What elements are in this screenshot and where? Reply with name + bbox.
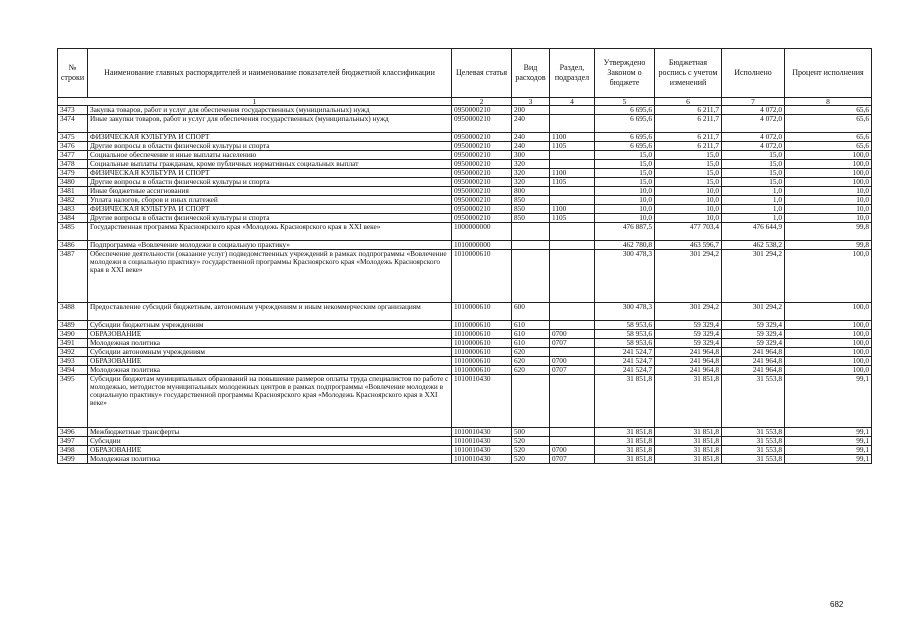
expense-type: 610 xyxy=(512,330,550,339)
target-article: 1010010430 xyxy=(452,375,512,428)
row-number: 3481 xyxy=(58,187,88,196)
table-row xyxy=(58,241,872,250)
row-number: 3474 xyxy=(58,115,88,133)
approved-amount: 241 524,7 xyxy=(595,366,655,375)
execution-percent: 100,0 xyxy=(785,160,872,169)
section-code xyxy=(550,115,595,133)
row-number: 3485 xyxy=(58,223,88,241)
budget-schedule-amount: 31 851,8 xyxy=(655,455,722,464)
target-article: 0950000210 xyxy=(452,151,512,160)
executed-amount: 31 553,8 xyxy=(722,437,785,446)
execution-percent: 65,6 xyxy=(785,133,872,142)
target-article: 0950000210 xyxy=(452,205,512,214)
target-article: 1010010430 xyxy=(452,428,512,437)
target-article: 1010000610 xyxy=(452,357,512,366)
approved-amount: 300 478,3 xyxy=(595,303,655,321)
approved-amount: 10,0 xyxy=(595,214,655,223)
table-row xyxy=(58,151,872,160)
executed-amount: 4 072,0 xyxy=(722,115,785,133)
execution-percent: 100,0 xyxy=(785,330,872,339)
row-number: 3499 xyxy=(58,455,88,464)
row-name: Социальные выплаты гражданам, кроме публичных нормативных социальных выплат xyxy=(88,160,452,169)
header-percent: Процент исполнения xyxy=(785,49,872,98)
header-approved: Утверждено Законом о бюджете xyxy=(595,49,655,98)
header-target-article: Целевая статья xyxy=(452,49,512,98)
budget-schedule-amount: 31 851,8 xyxy=(655,437,722,446)
table-row xyxy=(58,106,872,115)
budget-schedule-amount: 6 211,7 xyxy=(655,106,722,115)
target-article: 0950000210 xyxy=(452,178,512,187)
execution-percent: 99,1 xyxy=(785,437,872,446)
budget-schedule-amount: 477 703,4 xyxy=(655,223,722,241)
execution-percent: 10,0 xyxy=(785,205,872,214)
execution-percent: 99,1 xyxy=(785,446,872,455)
executed-amount: 301 294,2 xyxy=(722,303,785,321)
header-name: Наименование главных распорядителей и наименование показателей бюджетной классификации xyxy=(88,49,452,98)
section-code xyxy=(550,187,595,196)
execution-percent: 10,0 xyxy=(785,214,872,223)
section-code: 1100 xyxy=(550,133,595,142)
table-row xyxy=(58,169,872,178)
executed-amount: 241 964,8 xyxy=(722,357,785,366)
budget-schedule-amount: 6 211,7 xyxy=(655,142,722,151)
expense-type: 620 xyxy=(512,357,550,366)
table-row xyxy=(58,250,872,303)
approved-amount: 58 953,6 xyxy=(595,339,655,348)
executed-amount: 4 072,0 xyxy=(722,106,785,115)
row-name: Молодежная политика xyxy=(88,366,452,375)
row-name: Уплата налогов, сборов и иных платежей xyxy=(88,196,452,205)
table-header xyxy=(58,49,872,98)
approved-amount: 31 851,8 xyxy=(595,428,655,437)
budget-schedule-amount: 301 294,2 xyxy=(655,303,722,321)
expense-type: 850 xyxy=(512,205,550,214)
execution-percent: 100,0 xyxy=(785,348,872,357)
section-code: 0707 xyxy=(550,455,595,464)
target-article: 0950000210 xyxy=(452,142,512,151)
budget-schedule-amount: 6 211,7 xyxy=(655,115,722,133)
budget-schedule-amount: 15,0 xyxy=(655,169,722,178)
budget-schedule-amount: 15,0 xyxy=(655,160,722,169)
expense-type: 300 xyxy=(512,151,550,160)
row-name: ОБРАЗОВАНИЕ xyxy=(88,446,452,455)
section-code xyxy=(550,196,595,205)
row-name: Субсидии xyxy=(88,437,452,446)
table-body xyxy=(58,98,872,464)
budget-schedule-amount: 301 294,2 xyxy=(655,250,722,303)
approved-amount: 476 887,5 xyxy=(595,223,655,241)
row-number: 3494 xyxy=(58,366,88,375)
approved-amount: 462 780,8 xyxy=(595,241,655,250)
target-article: 1010000610 xyxy=(452,303,512,321)
approved-amount: 10,0 xyxy=(595,205,655,214)
column-number: 6 xyxy=(655,98,722,106)
section-code xyxy=(550,250,595,303)
budget-sheet xyxy=(57,48,871,464)
approved-amount: 31 851,8 xyxy=(595,375,655,428)
executed-amount: 59 329,4 xyxy=(722,321,785,330)
budget-schedule-amount: 10,0 xyxy=(655,196,722,205)
row-number: 3497 xyxy=(58,437,88,446)
budget-schedule-amount: 31 851,8 xyxy=(655,375,722,428)
row-number: 3498 xyxy=(58,446,88,455)
target-article: 1010000610 xyxy=(452,250,512,303)
budget-schedule-amount: 241 964,8 xyxy=(655,366,722,375)
column-number: 5 xyxy=(595,98,655,106)
executed-amount: 15,0 xyxy=(722,169,785,178)
budget-schedule-amount: 10,0 xyxy=(655,214,722,223)
row-name: Молодежная политика xyxy=(88,455,452,464)
executed-amount: 462 538,2 xyxy=(722,241,785,250)
budget-schedule-amount: 15,0 xyxy=(655,151,722,160)
table-row xyxy=(58,187,872,196)
approved-amount: 6 695,6 xyxy=(595,106,655,115)
row-name: ФИЗИЧЕСКАЯ КУЛЬТУРА И СПОРТ xyxy=(88,205,452,214)
row-number: 3492 xyxy=(58,348,88,357)
header-section: Раздел, подраздел xyxy=(550,49,595,98)
row-number: 3478 xyxy=(58,160,88,169)
column-number: 3 xyxy=(512,98,550,106)
target-article: 0950000210 xyxy=(452,169,512,178)
execution-percent: 65,6 xyxy=(785,115,872,133)
row-number: 3476 xyxy=(58,142,88,151)
executed-amount: 241 964,8 xyxy=(722,366,785,375)
table-row xyxy=(58,437,872,446)
table-row xyxy=(58,223,872,241)
execution-percent: 100,0 xyxy=(785,250,872,303)
target-article: 0950000210 xyxy=(452,106,512,115)
row-number: 3496 xyxy=(58,428,88,437)
row-name: Предоставление субсидий бюджетным, автономным учреждениям и иным некоммерческим организациям xyxy=(88,303,452,321)
expense-type xyxy=(512,223,550,241)
executed-amount: 15,0 xyxy=(722,178,785,187)
target-article: 0950000210 xyxy=(452,214,512,223)
table-row xyxy=(58,205,872,214)
expense-type: 610 xyxy=(512,339,550,348)
executed-amount: 31 553,8 xyxy=(722,446,785,455)
expense-type: 200 xyxy=(512,106,550,115)
table-row xyxy=(58,160,872,169)
table-row xyxy=(58,115,872,133)
approved-amount: 31 851,8 xyxy=(595,446,655,455)
expense-type: 610 xyxy=(512,321,550,330)
target-article: 0950000210 xyxy=(452,196,512,205)
section-code xyxy=(550,106,595,115)
expense-type: 620 xyxy=(512,366,550,375)
section-code: 0707 xyxy=(550,366,595,375)
row-name: Другие вопросы в области физической культуры и спорта xyxy=(88,178,452,187)
budget-schedule-amount: 241 964,8 xyxy=(655,357,722,366)
executed-amount: 59 329,4 xyxy=(722,330,785,339)
expense-type: 520 xyxy=(512,455,550,464)
row-name: Межбюджетные трансферты xyxy=(88,428,452,437)
execution-percent: 99,8 xyxy=(785,241,872,250)
execution-percent: 65,6 xyxy=(785,142,872,151)
header-executed: Исполнено xyxy=(722,49,785,98)
row-number: 3488 xyxy=(58,303,88,321)
budget-schedule-amount: 6 211,7 xyxy=(655,133,722,142)
approved-amount: 31 851,8 xyxy=(595,437,655,446)
section-code: 0700 xyxy=(550,330,595,339)
row-number: 3483 xyxy=(58,205,88,214)
executed-amount: 476 644,9 xyxy=(722,223,785,241)
row-number: 3489 xyxy=(58,321,88,330)
execution-percent: 100,0 xyxy=(785,303,872,321)
budget-schedule-amount: 463 596,7 xyxy=(655,241,722,250)
row-number: 3480 xyxy=(58,178,88,187)
approved-amount: 15,0 xyxy=(595,169,655,178)
target-article: 0950000210 xyxy=(452,115,512,133)
approved-amount: 31 851,8 xyxy=(595,455,655,464)
row-name: Другие вопросы в области физической культуры и спорта xyxy=(88,214,452,223)
row-name: Другие вопросы в области физической культуры и спорта xyxy=(88,142,452,151)
expense-type: 800 xyxy=(512,187,550,196)
row-number: 3479 xyxy=(58,169,88,178)
executed-amount: 241 964,8 xyxy=(722,348,785,357)
row-name: ОБРАЗОВАНИЕ xyxy=(88,357,452,366)
section-code xyxy=(550,437,595,446)
row-name: ФИЗИЧЕСКАЯ КУЛЬТУРА И СПОРТ xyxy=(88,133,452,142)
page-number: 682 xyxy=(830,600,844,609)
section-code xyxy=(550,160,595,169)
table-row xyxy=(58,303,872,321)
expense-type xyxy=(512,250,550,303)
execution-percent: 100,0 xyxy=(785,366,872,375)
execution-percent: 100,0 xyxy=(785,321,872,330)
section-code xyxy=(550,223,595,241)
row-name: Субсидии бюджетам муниципальных образований на повышение размеров оплаты труда специалистов по работе с молодежью, методистов муниципальных молодежных центров в рамках подпрограммы «Вовлечение молодежи в социальную практику» государственной программы Красноярского края «Молодежь Красноярского края в XXI веке» xyxy=(88,375,452,428)
table-row xyxy=(58,446,872,455)
target-article: 1010000610 xyxy=(452,366,512,375)
row-number: 3495 xyxy=(58,375,88,428)
execution-percent: 99,1 xyxy=(785,375,872,428)
row-number: 3484 xyxy=(58,214,88,223)
section-code: 1105 xyxy=(550,214,595,223)
section-code xyxy=(550,321,595,330)
expense-type: 320 xyxy=(512,169,550,178)
approved-amount: 15,0 xyxy=(595,178,655,187)
target-article: 1010010430 xyxy=(452,446,512,455)
approved-amount: 58 953,6 xyxy=(595,330,655,339)
section-code: 0707 xyxy=(550,339,595,348)
row-name: Субсидии автономным учреждениям xyxy=(88,348,452,357)
target-article: 1010000610 xyxy=(452,321,512,330)
target-article: 1010000610 xyxy=(452,348,512,357)
header-budget-schedule: Бюджетная роспись с учетом изменений xyxy=(655,49,722,98)
column-number: 7 xyxy=(722,98,785,106)
row-name: Иные закупки товаров, работ и услуг для обеспечения государственных (муниципальных) нужд xyxy=(88,115,452,133)
section-code xyxy=(550,151,595,160)
budget-schedule-amount: 15,0 xyxy=(655,178,722,187)
executed-amount: 1,0 xyxy=(722,187,785,196)
section-code: 0700 xyxy=(550,357,595,366)
target-article: 1000000000 xyxy=(452,223,512,241)
approved-amount: 6 695,6 xyxy=(595,142,655,151)
approved-amount: 300 478,3 xyxy=(595,250,655,303)
row-name: Обеспечение деятельности (оказание услуг) подведомственных учреждений в рамках подпрограммы «Вовлечение молодежи в социальную практику» государственной программы Красноярского края «Молодежь Красноярского края в XXI веке» xyxy=(88,250,452,303)
expense-type: 600 xyxy=(512,303,550,321)
expense-type: 240 xyxy=(512,115,550,133)
execution-percent: 100,0 xyxy=(785,357,872,366)
execution-percent: 10,0 xyxy=(785,187,872,196)
table-row xyxy=(58,321,872,330)
table-row xyxy=(58,196,872,205)
expense-type xyxy=(512,375,550,428)
row-number: 3473 xyxy=(58,106,88,115)
budget-schedule-amount: 59 329,4 xyxy=(655,321,722,330)
table-row xyxy=(58,366,872,375)
execution-percent: 100,0 xyxy=(785,339,872,348)
row-name: Социальное обеспечение и иные выплаты населению xyxy=(88,151,452,160)
column-number: 8 xyxy=(785,98,872,106)
table-row xyxy=(58,133,872,142)
executed-amount: 301 294,2 xyxy=(722,250,785,303)
execution-percent: 100,0 xyxy=(785,169,872,178)
execution-percent: 99,1 xyxy=(785,455,872,464)
row-number: 3486 xyxy=(58,241,88,250)
section-code: 1105 xyxy=(550,178,595,187)
table-row xyxy=(58,178,872,187)
header-expense-type: Вид расходов xyxy=(512,49,550,98)
column-number: 1 xyxy=(58,98,452,106)
table-row xyxy=(58,214,872,223)
budget-schedule-amount: 31 851,8 xyxy=(655,446,722,455)
expense-type: 520 xyxy=(512,437,550,446)
approved-amount: 10,0 xyxy=(595,196,655,205)
row-name: Субсидии бюджетным учреждениям xyxy=(88,321,452,330)
executed-amount: 1,0 xyxy=(722,205,785,214)
approved-amount: 6 695,6 xyxy=(595,133,655,142)
section-code xyxy=(550,303,595,321)
table-row xyxy=(58,330,872,339)
budget-execution-table xyxy=(57,48,872,464)
table-row xyxy=(58,339,872,348)
expense-type: 320 xyxy=(512,160,550,169)
table-row xyxy=(58,348,872,357)
column-number: 2 xyxy=(452,98,512,106)
expense-type: 240 xyxy=(512,133,550,142)
execution-percent: 100,0 xyxy=(785,151,872,160)
approved-amount: 58 953,6 xyxy=(595,321,655,330)
target-article: 1010010430 xyxy=(452,437,512,446)
table-row xyxy=(58,455,872,464)
approved-amount: 241 524,7 xyxy=(595,348,655,357)
row-number: 3477 xyxy=(58,151,88,160)
table-row xyxy=(58,357,872,366)
expense-type: 500 xyxy=(512,428,550,437)
executed-amount: 15,0 xyxy=(722,160,785,169)
section-code: 0700 xyxy=(550,446,595,455)
table-row xyxy=(58,142,872,151)
approved-amount: 10,0 xyxy=(595,187,655,196)
section-code: 1100 xyxy=(550,205,595,214)
section-code xyxy=(550,241,595,250)
table-row xyxy=(58,428,872,437)
executed-amount: 31 553,8 xyxy=(722,455,785,464)
target-article: 0950000210 xyxy=(452,160,512,169)
row-name: Молодежная политика xyxy=(88,339,452,348)
header-row-number: № строки xyxy=(58,49,88,98)
expense-type: 240 xyxy=(512,142,550,151)
expense-type: 520 xyxy=(512,446,550,455)
expense-type xyxy=(512,241,550,250)
executed-amount: 31 553,8 xyxy=(722,428,785,437)
execution-percent: 10,0 xyxy=(785,196,872,205)
row-number: 3482 xyxy=(58,196,88,205)
target-article: 0950000210 xyxy=(452,187,512,196)
budget-schedule-amount: 10,0 xyxy=(655,187,722,196)
budget-schedule-amount: 31 851,8 xyxy=(655,428,722,437)
table-row xyxy=(58,375,872,428)
budget-schedule-amount: 59 329,4 xyxy=(655,339,722,348)
executed-amount: 31 553,8 xyxy=(722,375,785,428)
budget-schedule-amount: 59 329,4 xyxy=(655,330,722,339)
executed-amount: 4 072,0 xyxy=(722,142,785,151)
row-name: Иные бюджетные ассигнования xyxy=(88,187,452,196)
execution-percent: 65,6 xyxy=(785,106,872,115)
section-code xyxy=(550,428,595,437)
execution-percent: 99,1 xyxy=(785,428,872,437)
column-number: 4 xyxy=(550,98,595,106)
section-code: 1105 xyxy=(550,142,595,151)
approved-amount: 6 695,6 xyxy=(595,115,655,133)
section-code: 1100 xyxy=(550,169,595,178)
row-number: 3493 xyxy=(58,357,88,366)
row-name: Подпрограмма «Вовлечение молодежи в социальную практику» xyxy=(88,241,452,250)
execution-percent: 99,8 xyxy=(785,223,872,241)
approved-amount: 241 524,7 xyxy=(595,357,655,366)
target-article: 0950000210 xyxy=(452,133,512,142)
section-code xyxy=(550,375,595,428)
target-article: 1010000610 xyxy=(452,339,512,348)
budget-schedule-amount: 10,0 xyxy=(655,205,722,214)
budget-schedule-amount: 241 964,8 xyxy=(655,348,722,357)
executed-amount: 59 329,4 xyxy=(722,339,785,348)
row-number: 3475 xyxy=(58,133,88,142)
target-article: 1010010430 xyxy=(452,455,512,464)
executed-amount: 1,0 xyxy=(722,196,785,205)
executed-amount: 1,0 xyxy=(722,214,785,223)
approved-amount: 15,0 xyxy=(595,151,655,160)
column-numbers-row xyxy=(58,98,872,106)
expense-type: 850 xyxy=(512,196,550,205)
row-number: 3487 xyxy=(58,250,88,303)
expense-type: 620 xyxy=(512,348,550,357)
row-number: 3490 xyxy=(58,330,88,339)
row-name: ОБРАЗОВАНИЕ xyxy=(88,330,452,339)
row-number: 3491 xyxy=(58,339,88,348)
executed-amount: 4 072,0 xyxy=(722,133,785,142)
row-name: ФИЗИЧЕСКАЯ КУЛЬТУРА И СПОРТ xyxy=(88,169,452,178)
approved-amount: 15,0 xyxy=(595,160,655,169)
target-article: 1010000610 xyxy=(452,330,512,339)
expense-type: 320 xyxy=(512,178,550,187)
execution-percent: 100,0 xyxy=(785,178,872,187)
target-article: 1010000000 xyxy=(452,241,512,250)
expense-type: 850 xyxy=(512,214,550,223)
section-code xyxy=(550,348,595,357)
row-name: Закупка товаров, работ и услуг для обеспечения государственных (муниципальных) нужд xyxy=(88,106,452,115)
executed-amount: 15,0 xyxy=(722,151,785,160)
row-name: Государственная программа Красноярского края «Молодежь Красноярского края в XXI веке» xyxy=(88,223,452,241)
